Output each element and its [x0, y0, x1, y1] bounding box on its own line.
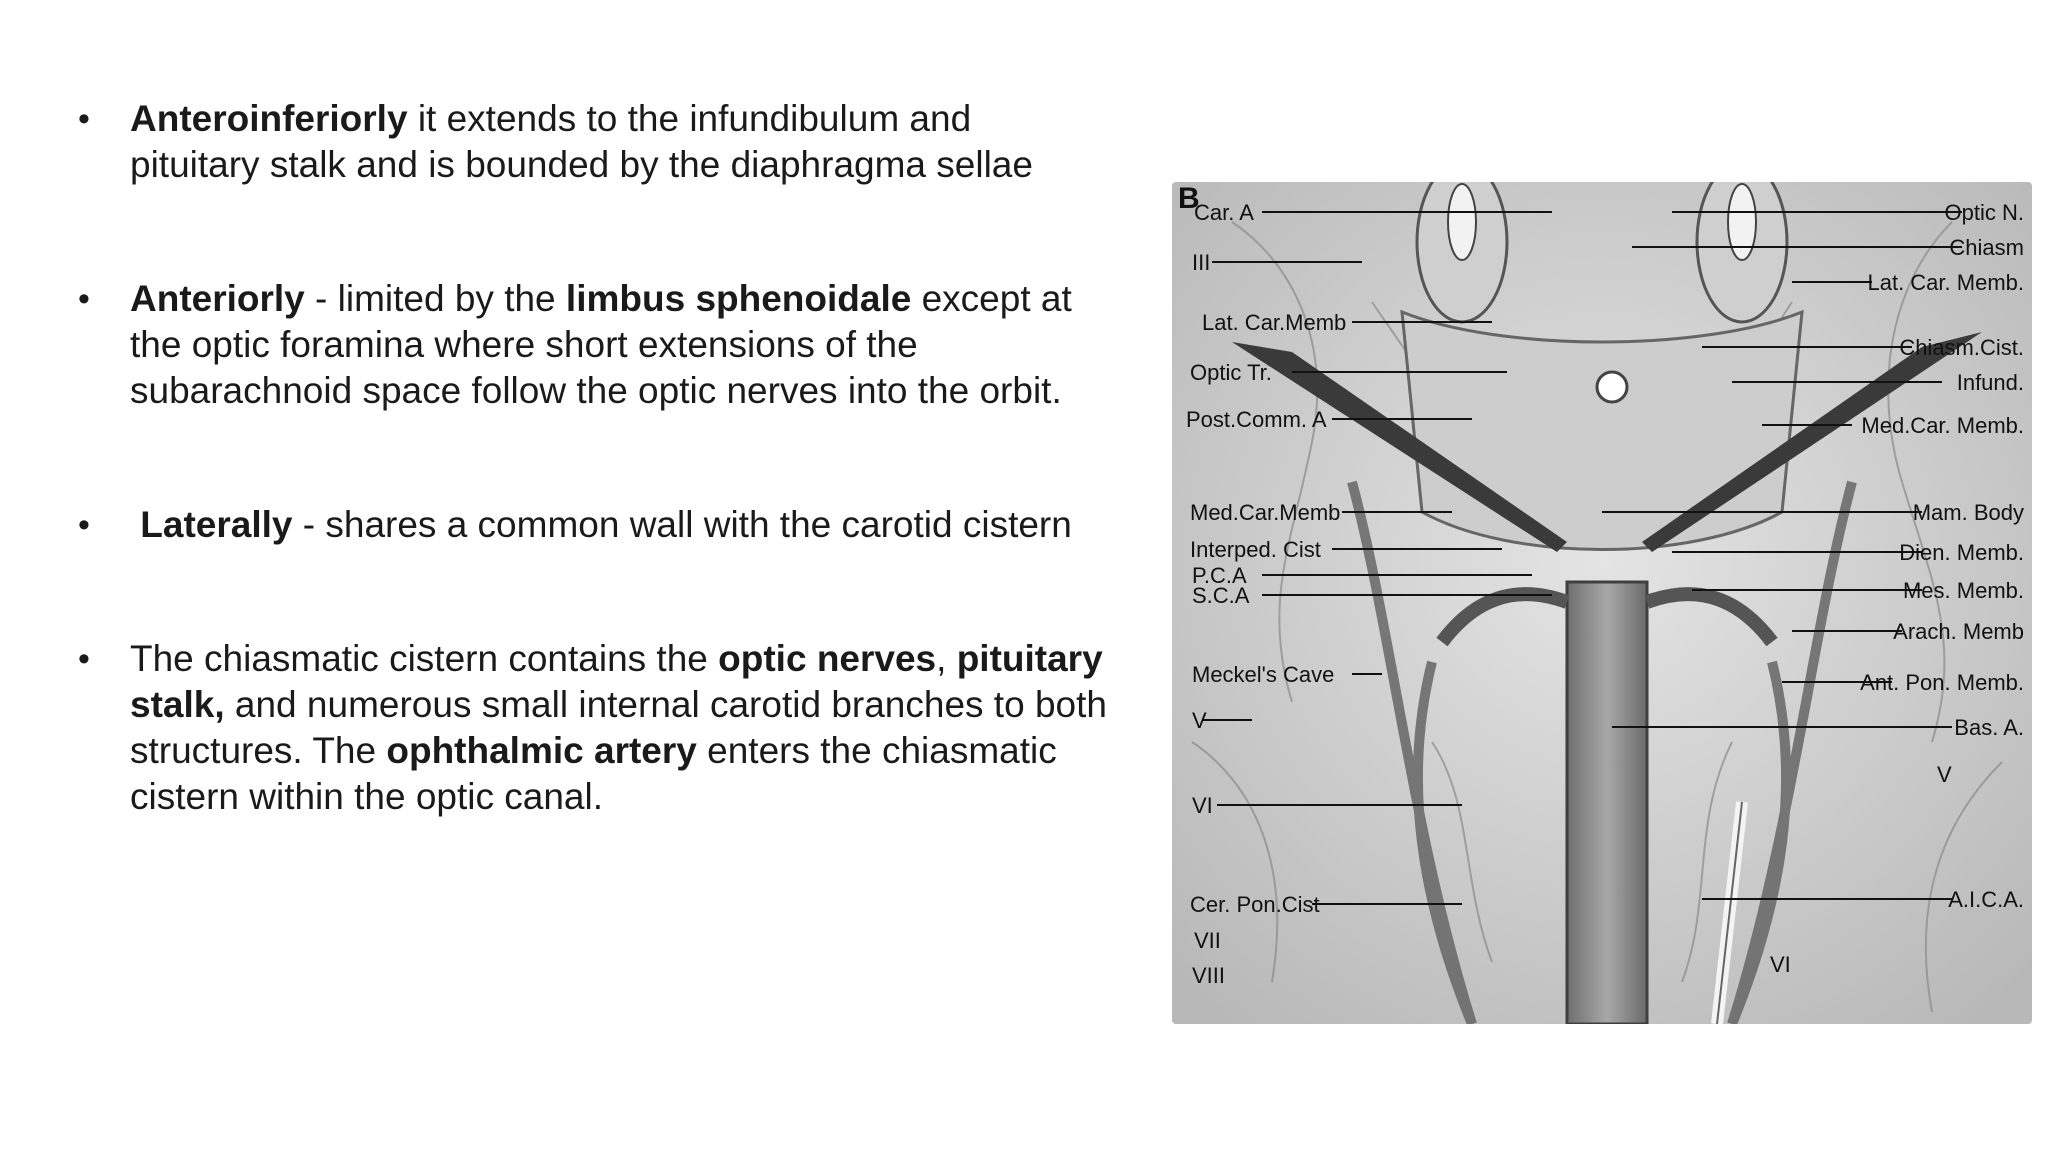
fig-label-post-comm-a: Post.Comm. A: [1186, 407, 1327, 432]
bullet-anteroinferiorly: [78, 96, 1108, 188]
anatomy-illustration: [1172, 182, 2032, 1024]
fig-label-aica: A.I.C.A.: [1948, 887, 2024, 912]
fig-label-bas-a: Bas. A.: [1954, 715, 2024, 740]
fig-label-lat-car-memb: Lat. Car.Memb: [1202, 310, 1347, 335]
fig-label-v: V: [1192, 708, 1207, 733]
bold-term: Anteroinferiorly: [130, 98, 408, 139]
bullet-dot: •: [78, 100, 90, 138]
bullet-list: [78, 96, 1108, 820]
fig-label-infund: Infund.: [1956, 370, 2024, 395]
bullet-dot: •: [78, 640, 90, 678]
bullet-text: except at the optic foramina where short extensions of the subarachnoid space follow the optic nerves into the orbit.: [130, 278, 1072, 411]
fig-label-meckels-cave: Meckel's Cave: [1192, 662, 1335, 687]
bullet-dot: •: [78, 280, 90, 318]
fig-label-interped-cist: Interped. Cist: [1190, 537, 1321, 562]
fig-label-ant-pon-memb: Ant. Pon. Memb.: [1860, 670, 2024, 695]
bold-term: Laterally: [130, 504, 293, 545]
fig-label-arach-memb: Arach. Memb: [1893, 619, 2024, 644]
bullet-chiasmatic-cistern: [78, 636, 1108, 820]
fig-label-mes-memb: Mes. Memb.: [1902, 578, 2024, 603]
fig-label-car-a: Car. A: [1194, 200, 1254, 225]
fig-label-pca: P.C.A: [1192, 563, 1247, 588]
bullet-text: and numerous small internal carotid branches to both structures. The: [130, 684, 1107, 771]
bullet-text: - shares a common wall with the carotid cistern: [292, 504, 1072, 545]
fig-label-viii: VIII: [1192, 963, 1226, 988]
fig-label-dien-memb: Dien. Memb.: [1899, 540, 2024, 565]
bold-term: optic nerves: [718, 638, 937, 679]
fig-label-med-car-memb-right: Med.Car. Memb.: [1861, 413, 2024, 438]
fig-label-mam-body: Mam. Body: [1912, 500, 2024, 525]
bullet-anteriorly: [78, 276, 1108, 414]
bullet-dot: •: [78, 506, 90, 544]
anatomy-drawing: [1172, 182, 2032, 1024]
fig-label-inner-vi: VI: [1770, 952, 1791, 977]
fig-label-optic-tr: Optic Tr.: [1190, 360, 1272, 385]
bullet-text: The chiasmatic cistern contains the: [130, 638, 719, 679]
fig-label-vi: VI: [1192, 793, 1213, 818]
fig-label-chiasm: Chiasm: [1949, 235, 2024, 260]
fig-label-cer-pon-cist: Cer. Pon.Cist: [1190, 892, 1320, 917]
fig-label-med-car-memb: Med.Car.Memb: [1190, 500, 1341, 525]
fig-label-optic-n: Optic N.: [1944, 200, 2024, 225]
bullet-text: ,: [936, 638, 957, 679]
fig-label-sca: S.C.A: [1192, 583, 1250, 608]
bullet-text: enters the chiasmatic cistern within the optic canal.: [130, 730, 1057, 817]
bullet-text: - limited by the: [304, 278, 566, 319]
panel-letter: B: [1178, 182, 1200, 215]
fig-label-lat-car-memb-right: Lat. Car. Memb.: [1867, 270, 2024, 295]
fig-label-iii: III: [1192, 250, 1211, 275]
bold-term: limbus sphenoidale: [565, 278, 912, 319]
bold-term: pituitary stalk,: [130, 638, 1103, 725]
bold-term: ophthalmic artery: [386, 730, 697, 771]
fig-label-inner-v: V: [1937, 762, 1952, 787]
bullet-text: it extends to the infundibulum and pituitary stalk and is bounded by the diaphragma sellae: [130, 98, 1033, 185]
bold-term: Anteriorly: [130, 278, 305, 319]
fig-label-chiasm-cist: Chiasm.Cist.: [1899, 335, 2024, 360]
bullet-laterally: [78, 502, 1108, 548]
fig-label-vii: VII: [1194, 928, 1221, 953]
